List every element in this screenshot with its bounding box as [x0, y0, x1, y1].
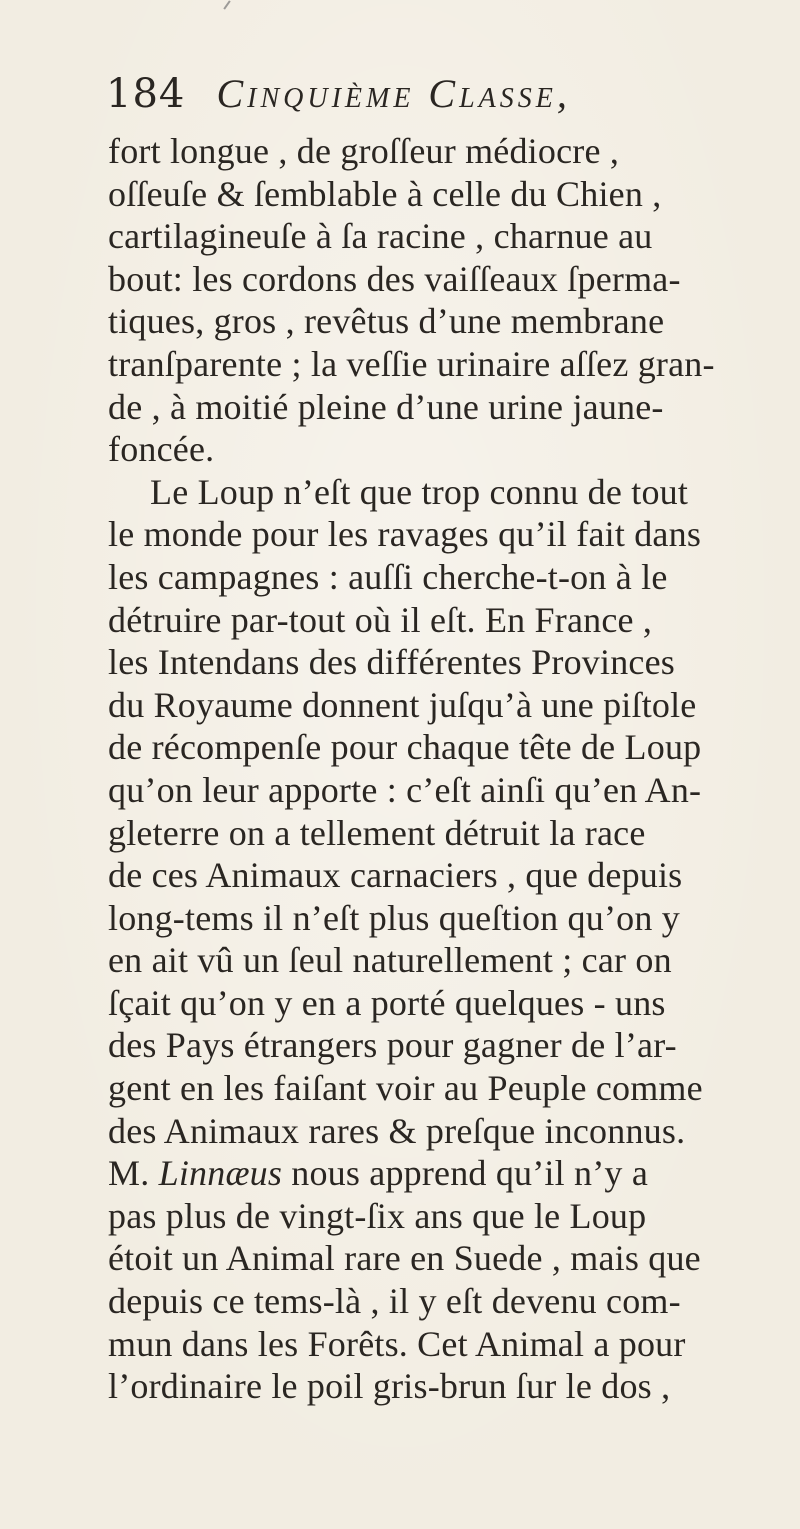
text-line: de récompenſe pour chaque tête de Loup [108, 727, 702, 768]
text-line: foncée. [108, 429, 215, 470]
text-line: tranſparente ; la veſſie urinaire aſſez gran- [108, 343, 715, 384]
text-line: M. Linnæus nous apprend qu’il n’y a [108, 1153, 648, 1194]
text-line: fort longue , de groſſeur médiocre , [108, 131, 620, 171]
text-line: bout: les cordons des vaiſſeaux ſperma- [108, 258, 681, 299]
text-line: tiques, gros , revêtus d’une membrane [108, 301, 665, 342]
page-number: 184 [106, 71, 186, 117]
text-line: cartilagineuſe à ſa racine , charnue au [108, 216, 653, 257]
page-header [106, 70, 766, 130]
text-line: en ait vû un ſeul naturellement ; car on [108, 940, 672, 981]
author-name: Linnæus [158, 1153, 283, 1194]
text-line: des Pays étrangers pour gagner de l’ar- [108, 1025, 677, 1066]
text-line: du Royaume donnent juſqu’à une piſtole [108, 684, 697, 725]
stray-ink-mark [223, 0, 230, 9]
text-line: gleterre on a tellement détruit la race [108, 812, 646, 853]
text-line: long-tems il n’eſt plus queſtion qu’on y [108, 897, 680, 938]
text-line: les campagnes : auſſi cherche-t-on à le [108, 556, 668, 597]
text-line: détruire par-tout où il eſt. En France , [108, 599, 653, 640]
paragraph-first-line: Le Loup n’eſt que trop connu de tout [150, 471, 689, 512]
text-line: qu’on leur apporte : c’eſt ainſi qu’en An- [108, 769, 702, 810]
text-line: pas plus de vingt-ſix ans que le Loup [108, 1195, 647, 1236]
body-text [108, 130, 788, 1408]
text-line: les Intendans des différentes Provinces [108, 642, 675, 683]
text-line: de ces Animaux carnaciers , que depuis [108, 855, 683, 896]
text-line: de , à moitié pleine d’une urine jaune- [108, 386, 664, 427]
text-line: gent en les faiſant voir au Peuple comme [108, 1068, 703, 1109]
text-line: mun dans les Forêts. Cet Animal a pour [108, 1323, 686, 1364]
text-line: ſçait qu’on y en a porté quelques - uns [108, 982, 666, 1023]
text-line: oſſeuſe & ſemblable à celle du Chien , [108, 173, 662, 214]
running-head: Cinquième Classe, [216, 71, 571, 116]
text-line: le monde pour les ravages qu’il fait dans [108, 514, 702, 555]
text-line: étoit un Animal rare en Suede , mais que [108, 1238, 701, 1279]
text-line: l’ordinaire le poil gris-brun ſur le dos , [108, 1366, 671, 1407]
text-line: des Animaux rares & preſque inconnus. [108, 1110, 686, 1151]
text-line: depuis ce tems-là , il y eſt devenu com- [108, 1281, 681, 1322]
